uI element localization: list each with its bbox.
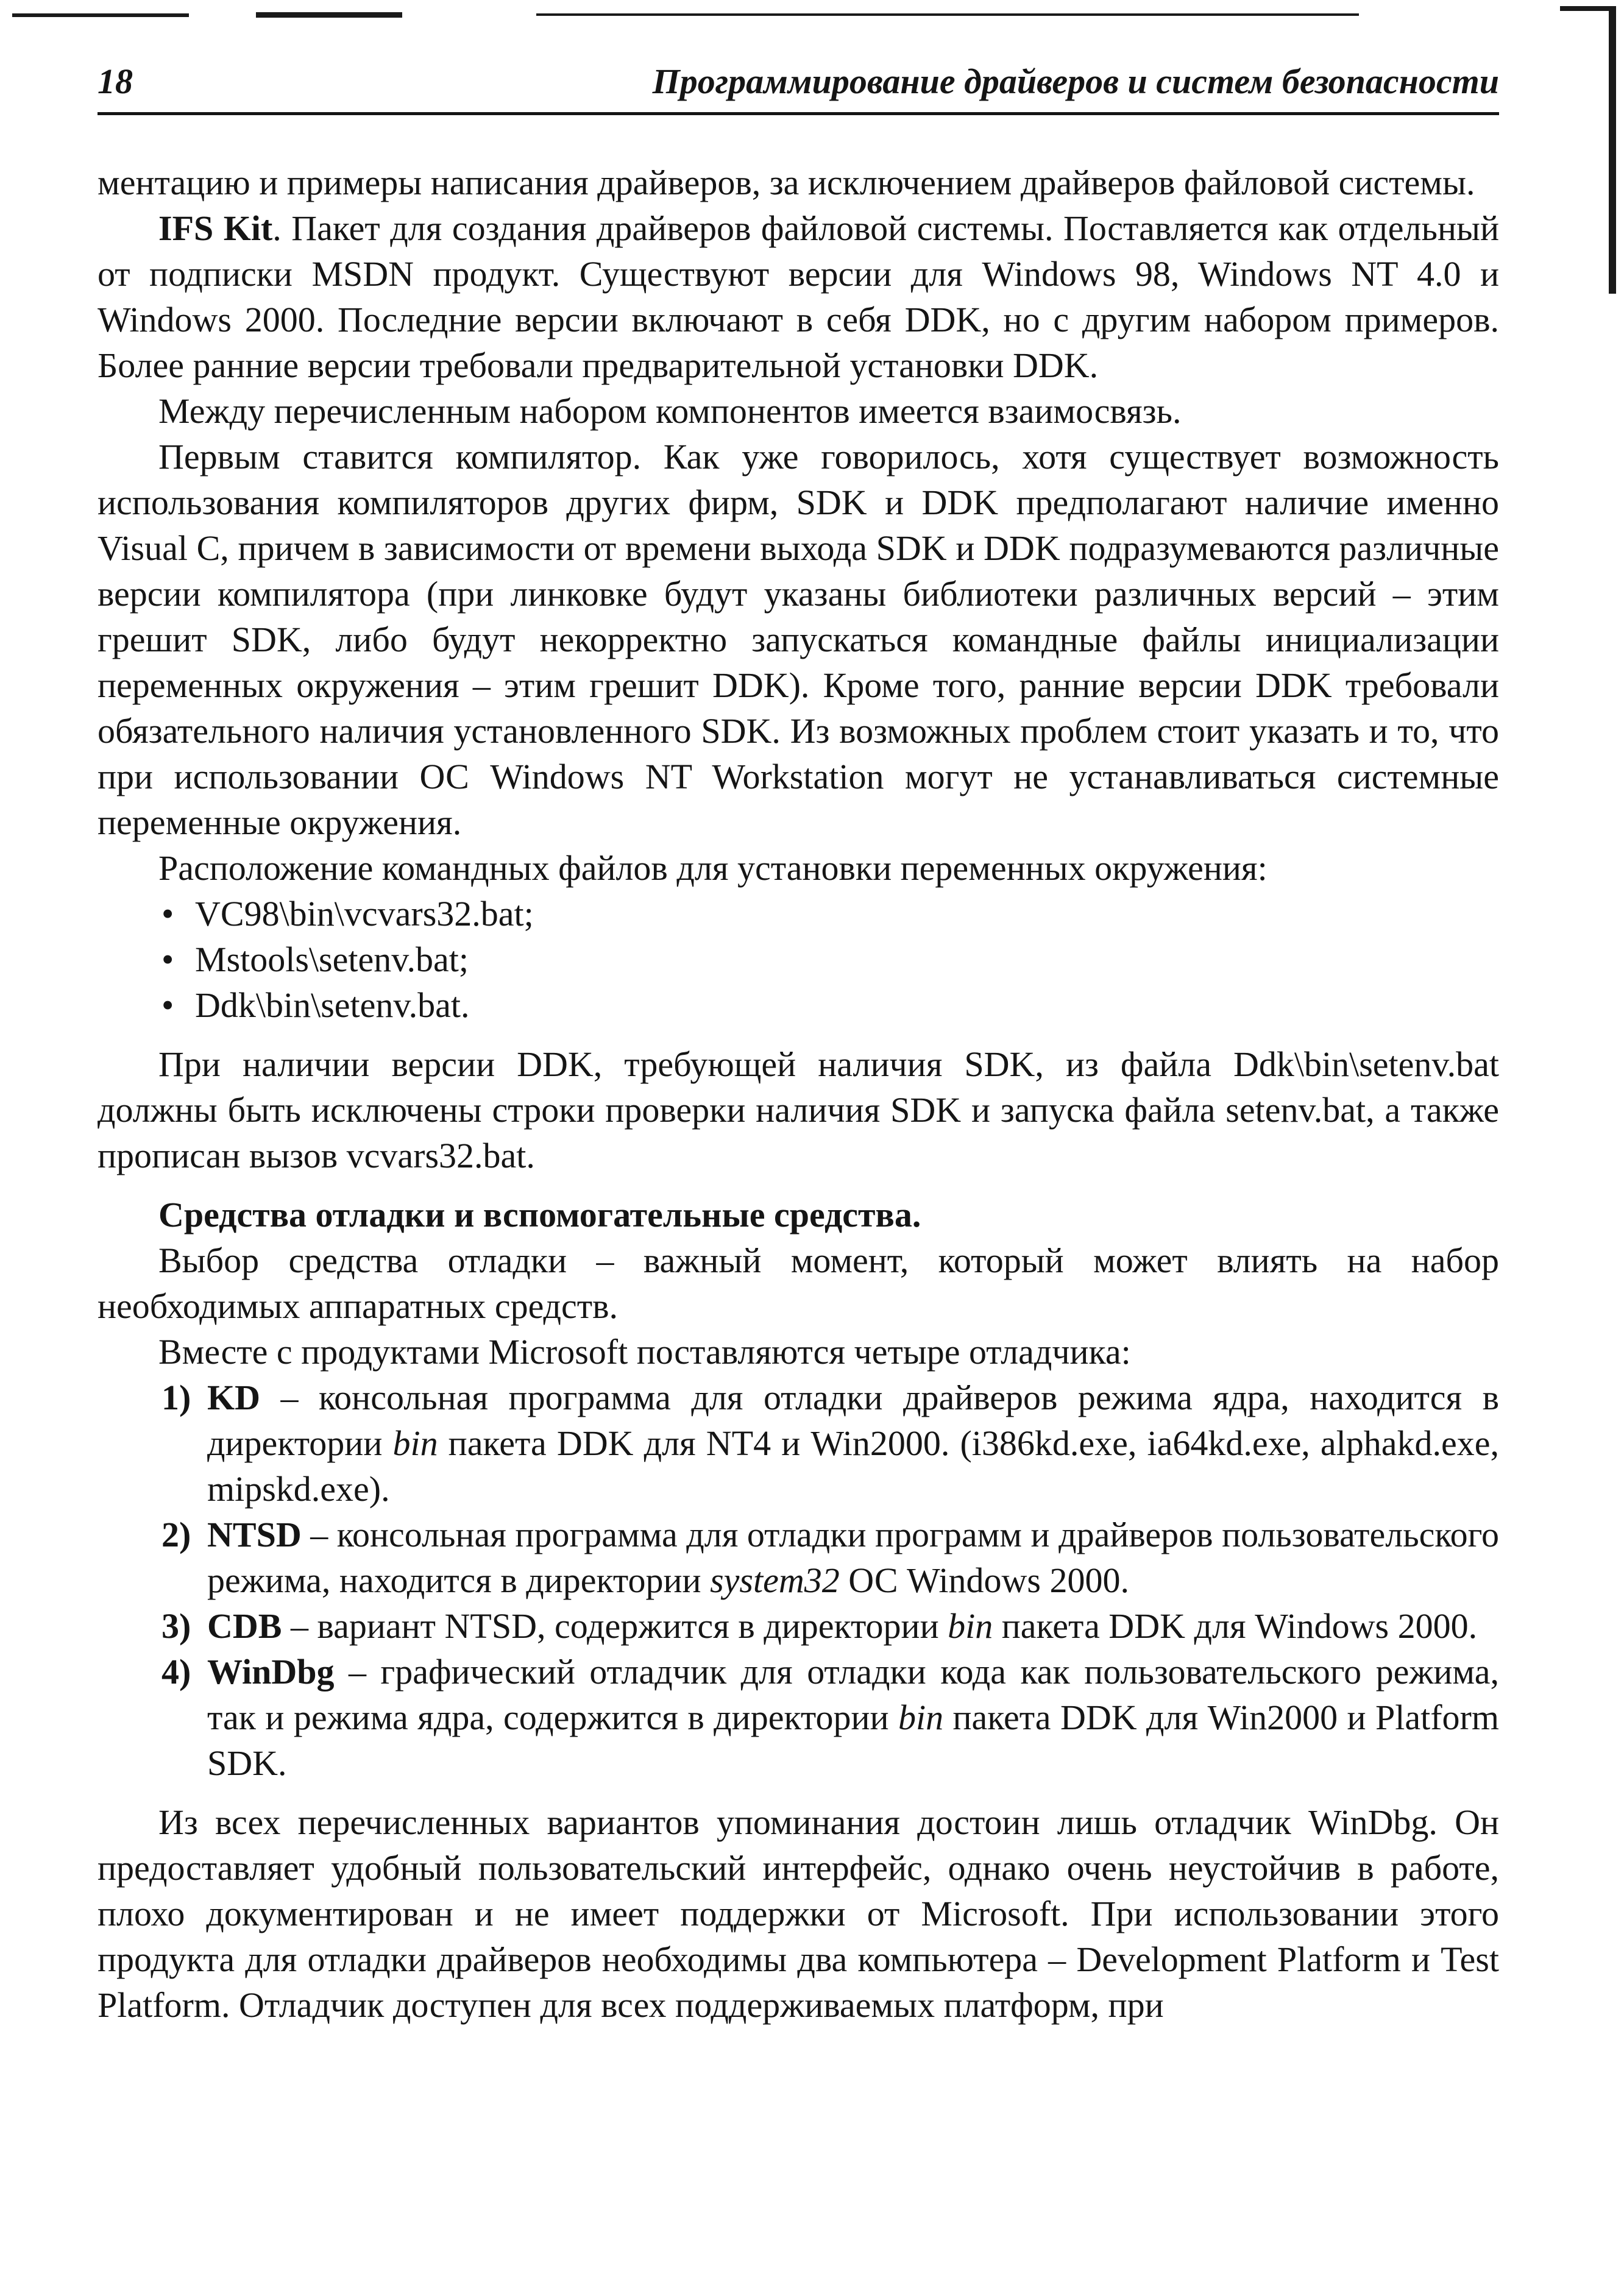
bullet-marker: •	[161, 985, 174, 1025]
paragraph-relationship: Между перечисленным набором компонентов имеется взаимосвязь.	[158, 391, 1182, 431]
section-heading: Средства отладки и вспомогательные средства.	[158, 1195, 921, 1235]
scan-artifact-top-right	[536, 13, 1359, 16]
debugger-dir: system32	[710, 1561, 840, 1600]
list-item-text: Mstools\setenv.bat;	[195, 940, 469, 979]
debugger-text: – консольная программа для отладки программ и драйверов пользовательского режима, находится в директории	[207, 1515, 1499, 1600]
list-item-ntsd	[98, 1512, 1499, 1603]
paragraph-debugger-choice: Выбор средства отладки – важный момент, который может влиять на набор необходимых аппаратных средств.	[98, 1241, 1499, 1326]
paragraph-debuggers-intro: Вместе с продуктами Microsoft поставляются четыре отладчика:	[158, 1332, 1131, 1372]
debugger-text: – консольная программа для отладки драйверов режима ядра, находится в директории	[207, 1378, 1499, 1463]
debugger-name: KD	[207, 1378, 260, 1417]
list-item-text: VC98\bin\vcvars32.bat;	[195, 894, 534, 933]
scan-artifact-top-center	[256, 12, 402, 18]
list-item	[98, 937, 1499, 982]
debugger-text-end: ОС Windows 2000.	[839, 1561, 1130, 1600]
debugger-name: NTSD	[207, 1515, 302, 1554]
debugger-text-end: пакета DDK для Win2000 и Platform SDK.	[207, 1698, 1499, 1783]
debuggers-list	[98, 1375, 1499, 1786]
debugger-text: – вариант NTSD, содержится в директории	[282, 1606, 948, 1646]
env-files-list	[98, 891, 1499, 1028]
debugger-name: WinDbg	[207, 1652, 335, 1692]
paragraph-env-files: Расположение командных файлов для установки переменных окружения:	[158, 848, 1268, 888]
debugger-name: CDB	[207, 1606, 282, 1646]
paragraph-ifs-kit	[98, 205, 1499, 388]
bullet-marker: •	[161, 894, 174, 933]
scan-artifact-right-edge	[1609, 7, 1616, 294]
list-item-windbg	[98, 1649, 1499, 1786]
list-item	[98, 891, 1499, 937]
paragraph-ddk-sdk: При наличии версии DDK, требующей наличия SDK, из файла Ddk\bin\setenv.bat должны быть исключены строки проверки наличия SDK и запуска файла setenv.bat, а также прописан вызов vcvars32.bat.	[98, 1044, 1499, 1175]
list-item-cdb	[98, 1603, 1499, 1649]
list-number: 3)	[161, 1606, 191, 1646]
debugger-text-end: пакета DDK для NT4 и Win2000. (i386kd.exe, ia64kd.exe, alphakd.exe, mipskd.exe).	[207, 1423, 1499, 1509]
scan-artifact-top-left	[12, 13, 189, 17]
header-rule	[98, 112, 1499, 115]
list-item-text: Ddk\bin\setenv.bat.	[195, 985, 470, 1025]
running-title: Программирование драйверов и систем безопасности	[652, 62, 1499, 101]
paragraph-compiler: Первым ставится компилятор. Как уже говорилось, хотя существует возможность использования компиляторов других фирм, SDK и DDK предполагают наличие именно Visual C, причем в зависимости от времени выхода SDK и DDK подразумеваются различные версии компилятора (при линковке будут указаны библиотеки различных версий – этим грешит SDK, либо будут некорректно запускаться командные файлы инициализации переменных окружения – этим грешит DDK). Кроме того, ранние версии DDK требовали обязательного наличия установленного SDK. Из возможных проблем стоит указать и то, что при использовании ОС Windows NT Workstation могут не устанавливаться системные переменные окружения.	[98, 437, 1499, 842]
list-number: 1)	[161, 1378, 191, 1417]
list-item-kd	[98, 1375, 1499, 1512]
debugger-dir: bin	[392, 1423, 438, 1463]
debugger-dir: bin	[898, 1698, 944, 1737]
page-body	[98, 160, 1499, 2028]
term-ifs-kit: IFS Kit	[158, 208, 273, 248]
list-number: 2)	[161, 1515, 191, 1554]
debugger-text-end: пакета DDK для Windows 2000.	[993, 1606, 1478, 1646]
paragraph-continuation: ментацию и примеры написания драйверов, за исключением драйверов файловой системы.	[98, 163, 1475, 202]
list-number: 4)	[161, 1652, 191, 1692]
debugger-text: – графический отладчик для отладки кода как пользовательского режима, так и режима ядра, содержится в директории	[207, 1652, 1499, 1737]
page-header	[98, 50, 1499, 117]
list-item	[98, 982, 1499, 1028]
scan-artifact-right-edge-cap	[1560, 6, 1616, 11]
bullet-marker: •	[161, 940, 174, 979]
page-number: 18	[98, 62, 133, 101]
paragraph-windbg: Из всех перечисленных вариантов упоминания достоин лишь отладчик WinDbg. Он предоставляет удобный пользовательский интерфейс, однако очень неустойчив в работе, плохо документирован и не имеет поддержки от Microsoft. При использовании этого продукта для отладки драйверов необходимы два компьютера – Development Platform и Test Platform. Отладчик доступен для всех поддерживаемых платформ, при	[98, 1802, 1499, 2025]
ifs-kit-description: . Пакет для создания драйверов файловой системы. Поставляется как отдельный от подписки MSDN продукт. Существуют версии для Windows 98, Windows NT 4.0 и Windows 2000. Последние версии включают в себя DDK, но с другим набором примеров. Более ранние версии требовали предварительной установки DDK.	[98, 208, 1499, 385]
debugger-dir: bin	[948, 1606, 993, 1646]
